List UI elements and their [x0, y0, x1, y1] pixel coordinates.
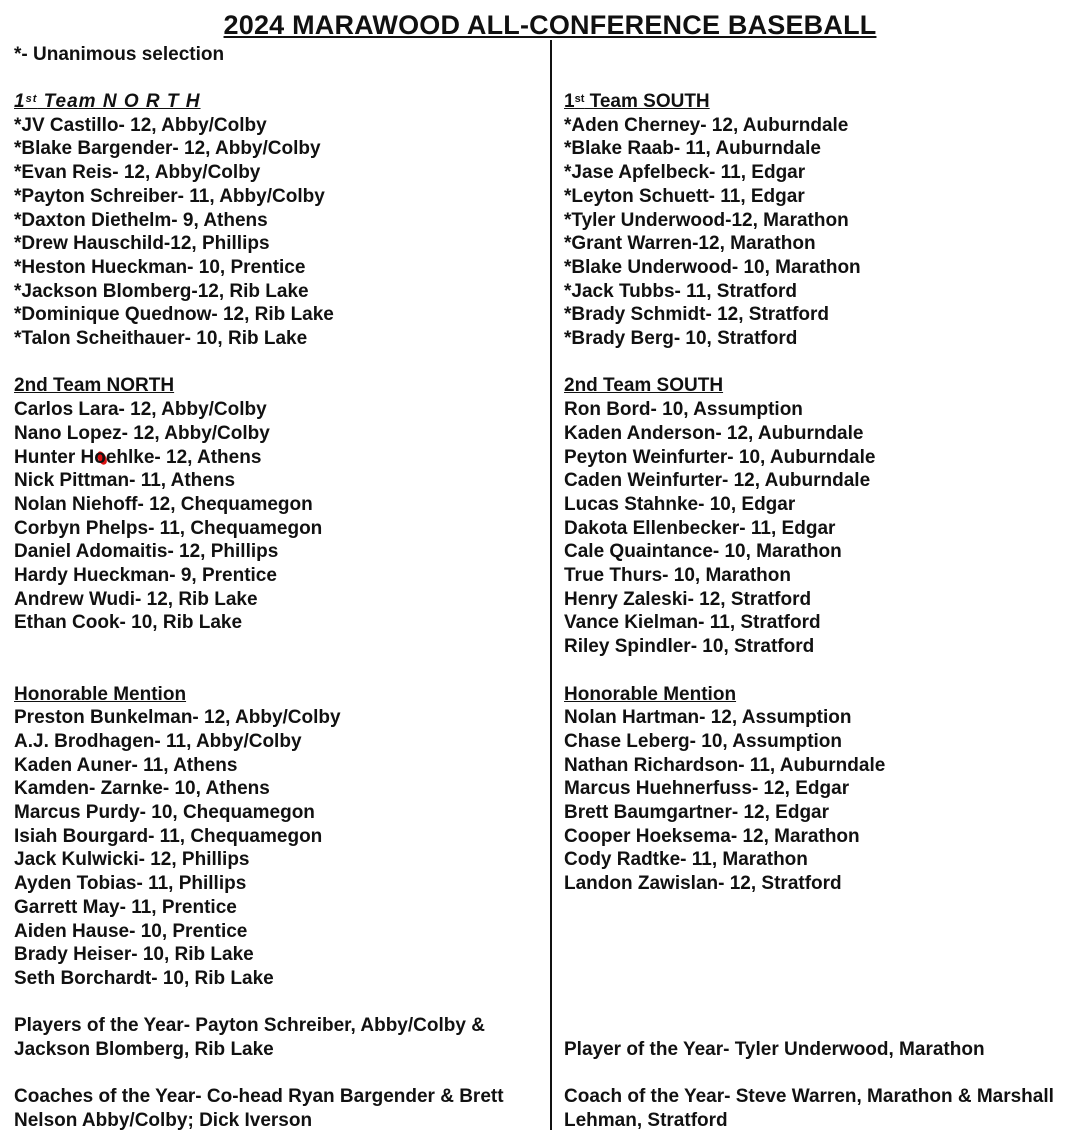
- player-entry: Caden Weinfurter- 12, Auburndale: [564, 470, 871, 492]
- player-entry: *Drew Hauschild-12, Phillips: [14, 233, 270, 255]
- player-entry: *Jack Tubbs- 11, Stratford: [564, 280, 797, 302]
- player-entry: *Grant Warren-12, Marathon: [564, 233, 816, 255]
- honorable-north-list: [14, 706, 542, 990]
- player-entry: Ethan Cook- 10, Rib Lake: [14, 612, 243, 634]
- player-entry: *Jase Apfelbeck- 11, Edgar: [564, 162, 806, 184]
- first-team-south-heading: 1st Team SOUTH: [564, 91, 710, 112]
- first-team-south-list: [564, 114, 1080, 351]
- player-entry: Vance Kielman- 11, Stratford: [564, 612, 821, 634]
- player-entry: *Aden Cherney- 12, Auburndale: [564, 114, 849, 136]
- player-entry: Preston Bunkelman- 12, Abby/Colby: [14, 707, 341, 729]
- player-entry: Nano Lopez- 12, Abby/Colby: [14, 422, 270, 444]
- player-entry: True Thurs- 10, Marathon: [564, 565, 791, 587]
- player-entry: Kamden- Zarnke- 10, Athens: [14, 778, 270, 800]
- player-entry: Cale Quaintance- 10, Marathon: [564, 541, 842, 563]
- player-entry: *Jackson Blomberg-12, Rib Lake: [14, 280, 309, 302]
- player-entry: A.J. Brodhagen- 11, Abby/Colby: [14, 730, 302, 752]
- player-entry: Nolan Niehoff- 12, Chequamegon: [14, 493, 313, 515]
- second-team-north-heading: 2nd Team NORTH: [14, 375, 175, 397]
- player-entry: Brett Baumgartner- 12, Edgar: [564, 802, 830, 824]
- player-entry: *Leyton Schuett- 11, Edgar: [564, 185, 805, 207]
- player-entry: Nathan Richardson- 11, Auburndale: [564, 754, 886, 776]
- honorable-south-list: [564, 706, 1080, 896]
- player-entry: Daniel Adomaitis- 12, Phillips: [14, 541, 279, 563]
- player-entry: Ron Bord- 10, Assumption: [564, 399, 803, 421]
- player-of-year-south: Player of the Year- Tyler Underwood, Marathon: [564, 1039, 985, 1060]
- column-divider: [550, 40, 552, 1130]
- player-entry: *Brady Schmidt- 12, Stratford: [564, 304, 829, 326]
- player-entry: Garrett May- 11, Prentice: [14, 896, 237, 918]
- page-title: 2024 MARAWOOD ALL-CONFERENCE BASEBALL: [223, 10, 877, 40]
- player-entry: Corbyn Phelps- 11, Chequamegon: [14, 517, 323, 539]
- player-entry: *Brady Berg- 10, Stratford: [564, 328, 798, 350]
- second-team-south-list: [564, 398, 1080, 659]
- coaches-of-year-north: Coaches of the Year- Co-head Ryan Bargender & Brett Nelson Abby/Colby; Dick Iverson: [14, 1086, 504, 1132]
- player-entry: Marcus Huehnerfuss- 12, Edgar: [564, 778, 850, 800]
- player-entry: *Blake Raab- 11, Auburndale: [564, 138, 821, 160]
- player-entry: Kaden Auner- 11, Athens: [14, 754, 238, 776]
- player-entry: Andrew Wudi- 12, Rib Lake: [14, 588, 258, 610]
- player-entry: Chase Leberg- 10, Assumption: [564, 730, 843, 752]
- player-entry: Brady Heiser- 10, Rib Lake: [14, 944, 254, 966]
- player-entry: Marcus Purdy- 10, Chequamegon: [14, 802, 315, 824]
- player-entry: Kaden Anderson- 12, Auburndale: [564, 422, 864, 444]
- player-entry: Cooper Hoeksema- 12, Marathon: [564, 825, 860, 847]
- player-entry: Peyton Weinfurter- 10, Auburndale: [564, 446, 876, 468]
- coach-of-year-south: Coach of the Year- Steve Warren, Marathon & Marshall Lehman, Stratford: [564, 1086, 1054, 1132]
- player-entry: Jack Kulwicki- 12, Phillips: [14, 849, 250, 871]
- player-entry: Henry Zaleski- 12, Stratford: [564, 588, 812, 610]
- player-entry: *Tyler Underwood-12, Marathon: [564, 209, 849, 231]
- player-entry: *Heston Hueckman- 10, Prentice: [14, 256, 306, 278]
- second-team-north: [14, 374, 542, 635]
- player-entry: Aiden Hause- 10, Prentice: [14, 920, 248, 942]
- second-team-north-list: [14, 398, 542, 635]
- player-entry: Ayden Tobias- 11, Phillips: [14, 873, 247, 895]
- player-entry: Isiah Bourgard- 11, Chequamegon: [14, 825, 323, 847]
- honorable-north: [14, 683, 542, 991]
- first-team-south: [564, 90, 1080, 351]
- player-entry: Nick Pittman- 11, Athens: [14, 470, 236, 492]
- player-entry: *Payton Schreiber- 11, Abby/Colby: [14, 185, 325, 207]
- player-entry: *Daxton Diethelm- 9, Athens: [14, 209, 268, 231]
- player-entry: Nolan Hartman- 12, Assumption: [564, 707, 852, 729]
- second-team-south-heading: 2nd Team SOUTH: [564, 375, 724, 397]
- player-entry: *Blake Underwood- 10, Marathon: [564, 256, 861, 278]
- honorable-south: [564, 683, 1080, 896]
- north-column: [14, 90, 542, 1133]
- player-entry: Carlos Lara- 12, Abby/Colby: [14, 399, 267, 421]
- honorable-south-heading: Honorable Mention: [564, 683, 737, 705]
- first-team-north-list: [14, 114, 542, 351]
- honorable-north-heading: Honorable Mention: [14, 683, 187, 705]
- player-entry: *Evan Reis- 12, Abby/Colby: [14, 162, 261, 184]
- player-entry: Dakota Ellenbecker- 11, Edgar: [564, 517, 836, 539]
- player-entry: Cody Radtke- 11, Marathon: [564, 849, 808, 871]
- players-of-year-north: Players of the Year- Payton Schreiber, Abby/Colby & Jackson Blomberg, Rib Lake: [14, 1015, 485, 1061]
- player-entry: *Dominique Quednow- 12, Rib Lake: [14, 304, 334, 326]
- player-entry: Hunter Hoehlke- 12, Athens: [14, 446, 262, 468]
- second-team-south: [564, 374, 1080, 658]
- player-entry: Seth Borchardt- 10, Rib Lake: [14, 967, 274, 989]
- player-entry: Riley Spindler- 10, Stratford: [564, 636, 815, 658]
- player-entry: Landon Zawislan- 12, Stratford: [564, 873, 842, 895]
- first-team-north-heading: 1st Team N O R T H: [14, 91, 201, 112]
- unanimous-note: *- Unanimous selection: [14, 44, 225, 65]
- first-team-north: [14, 90, 542, 351]
- player-entry: Lucas Stahnke- 10, Edgar: [564, 493, 796, 515]
- player-entry: *Talon Scheithauer- 10, Rib Lake: [14, 328, 308, 350]
- south-column: [564, 90, 1080, 1133]
- player-entry: Hardy Hueckman- 9, Prentice: [14, 565, 277, 587]
- player-entry: *Blake Bargender- 12, Abby/Colby: [14, 138, 321, 160]
- player-entry: *JV Castillo- 12, Abby/Colby: [14, 114, 267, 136]
